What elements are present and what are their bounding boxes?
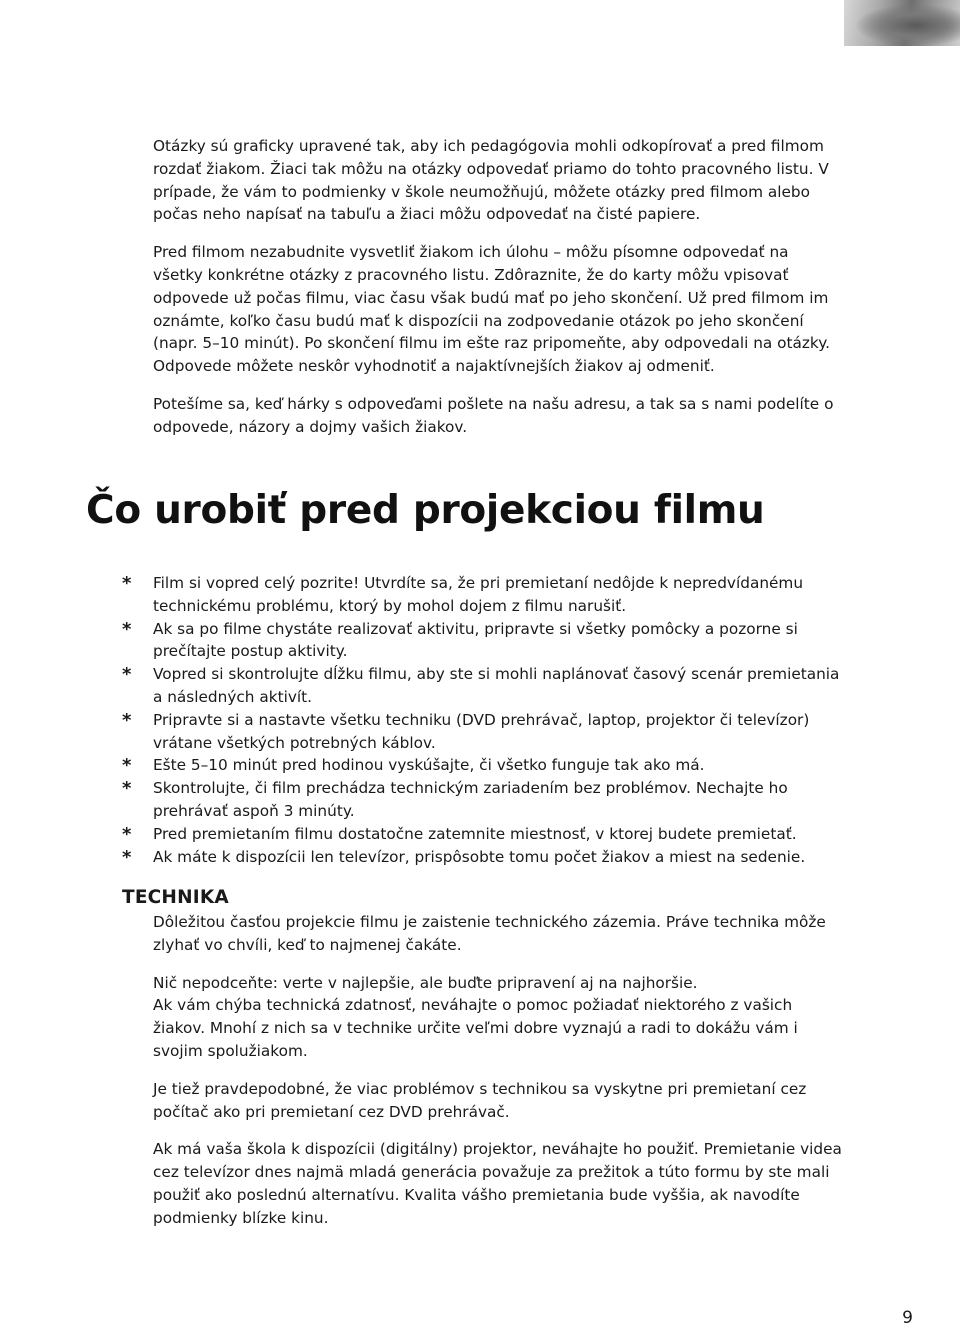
checklist-item bbox=[122, 709, 842, 755]
checklist-item-text: Pred premietaním filmu dostatočne zatemnite miestnosť, v ktorej budete premietať. bbox=[153, 824, 797, 843]
checklist-item bbox=[122, 572, 842, 618]
technika-heading: TECHNIKA bbox=[122, 887, 229, 908]
intro-paragraph-1: Otázky sú graficky upravené tak, aby ich pedagógovia mohli odkopírovať a pred filmom rozdať žiakom. Žiaci tak môžu na otázky odpovedať priamo do tohto pracovného listu. V prípade, že vám to podmienky v škole neumožňujú, môžete otázky pred filmom alebo počas neho napísať na tabuľu a žiaci môžu odpovedať na čisté papiere. bbox=[153, 137, 829, 224]
checklist-item bbox=[122, 777, 842, 823]
corner-photo bbox=[844, 0, 960, 46]
checklist-item-text: Pripravte si a nastavte všetku techniku (DVD prehrávač, laptop, projektor či televízor) vrátane všetkých potrebných káblov. bbox=[153, 710, 810, 752]
checklist-item bbox=[122, 618, 842, 664]
checklist-item-text: Ak máte k dispozícii len televízor, prispôsobte tomu počet žiakov a miest na sedenie. bbox=[153, 847, 806, 866]
page-number: 9 bbox=[902, 1308, 913, 1328]
checklist-item-text: Vopred si skontrolujte dĺžku filmu, aby ste si mohli naplánovať časový scenár premietania a následných aktivít. bbox=[153, 665, 840, 706]
asterisk-icon: * bbox=[122, 823, 132, 845]
asterisk-icon: * bbox=[122, 618, 132, 640]
checklist-item-text: Ak sa po filme chystáte realizovať aktivitu, pripravte si všetky pomôcky a pozorne si prečítajte postup aktivity. bbox=[153, 619, 798, 661]
asterisk-icon: * bbox=[122, 664, 132, 686]
checklist-item bbox=[122, 663, 842, 709]
technika-paragraph-3: Je tiež pravdepodobné, že viac problémov s technikou sa vyskytne pri premietaní cez počítač ako pri premietaní cez DVD prehrávač. bbox=[153, 1079, 807, 1121]
technika-paragraph-2 bbox=[153, 972, 843, 1063]
technika-paragraph-4: Ak má vaša škola k dispozícii (digitálny) projektor, neváhajte ho použiť. Premietanie videa cez televízor dnes najmä mladá generácia považuje za prežitok a túto formu by ste mali použiť ako poslednú alternatívu. Kvalita vášho premietania bude vyššia, ak navodíte podmienky blízke kinu. bbox=[153, 1140, 842, 1227]
asterisk-icon: * bbox=[122, 755, 132, 777]
intro-paragraph-2: Pred filmom nezabudnite vysvetliť žiakom ich úlohu – môžu písomne odpovedať na všetky konkrétne otázky z pracovného listu. Zdôraznite, že do karty môžu vpisovať odpovede už počas filmu, viac času však budú mať po jeho skončení. Už pred filmom im oznámte, koľko času budú mať k dispozícii na zodpovedanie otázok po jeho skončení (napr. 5–10 minút). Po skončení filmu im ešte raz pripomeňte, aby odpovedali na otázky. Odpovede môžete neskôr vyhodnotiť a najaktívnejších žiakov aj odmeniť. bbox=[153, 243, 830, 376]
technika-paragraph-2-line-1: Nič nepodceňte: verte v najlepšie, ale buďte pripravení aj na najhoršie. bbox=[153, 973, 698, 992]
technika-paragraph-1: Dôležitou časťou projekcie filmu je zaistenie technického zázemia. Práve technika môže zlyhať vo chvíli, keď to najmenej čakáte. bbox=[153, 913, 826, 954]
checklist-item bbox=[122, 823, 842, 846]
section-heading: Čo urobiť pred projekciou filmu bbox=[86, 488, 765, 533]
checklist-item-text: Film si vopred celý pozrite! Utvrdíte sa, že pri premietaní nedôjde k nepredvídanému technickému problému, ktorý by mohol dojem z filmu narušiť. bbox=[153, 574, 804, 615]
intro-paragraph-3: Potešíme sa, keď hárky s odpoveďami pošlete na našu adresu, a tak sa s nami podelíte o odpovede, názory a dojmy vašich žiakov. bbox=[153, 394, 834, 436]
intro-text bbox=[153, 135, 843, 454]
checklist bbox=[122, 572, 842, 868]
asterisk-icon: * bbox=[122, 778, 132, 800]
asterisk-icon: * bbox=[122, 709, 132, 731]
checklist-item bbox=[122, 846, 842, 869]
technika-paragraph-2-line-2: Ak vám chýba technická zdatnosť, neváhajte o pomoc požiadať niektorého z vašich žiakov. Mnohí z nich sa v technike určite veľmi dobre vyznajú a radi to dokážu vám i svojim spolužiakom. bbox=[153, 996, 798, 1060]
asterisk-icon: * bbox=[122, 573, 132, 594]
checklist-item bbox=[122, 754, 842, 777]
asterisk-icon: * bbox=[122, 846, 132, 868]
checklist-item-text: Skontrolujte, či film prechádza technickým zariadením bez problémov. Nechajte ho prehrávať aspoň 3 minúty. bbox=[153, 779, 788, 820]
checklist-item-text: Ešte 5–10 minút pred hodinou vyskúšajte, či všetko funguje tak ako má. bbox=[153, 756, 705, 775]
technika-section bbox=[153, 911, 843, 1245]
